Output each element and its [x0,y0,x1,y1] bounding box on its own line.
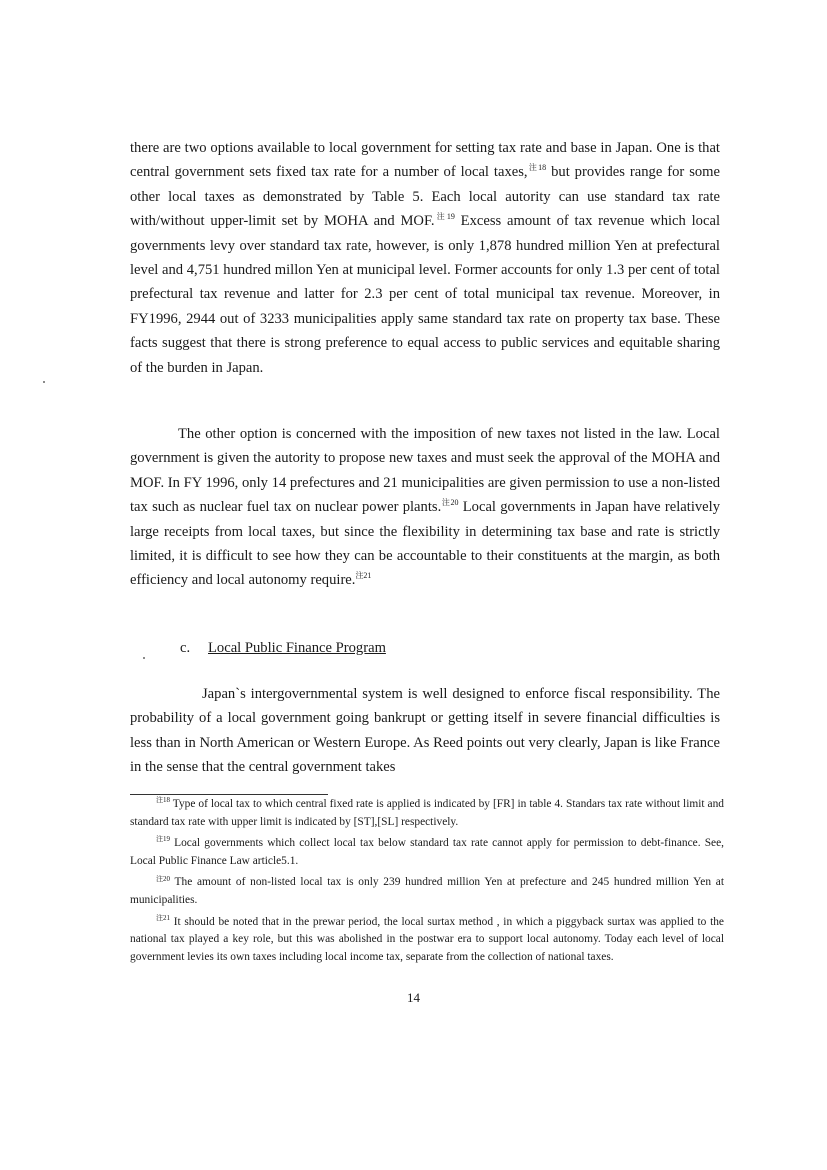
footnote-20: 注20 The amount of non-listed local tax is only 239 hundred million Yen at prefecture and 245 hundred million Yen at municipalities. [130,874,724,906]
footnote-ref-20: 注20 [441,498,459,508]
paragraph-1-text-c: Excess amount of tax revenue which local governments levy over standard tax rate, however, is only 1,878 hundred million Yen at prefectural level and 4,751 hundred millon Yen at municipal level. Former accounts for only 1.3 per cent of total prefectural tax revenue and latter for 2.3 per cent of total municipal tax revenue. Moreover, in FY1996, 2944 out of 3233 municipalities apply same standard tax rate on property tax base. These facts suggest that there is strong preference to equal access to public services and equitable sharing of the burden in Japan. [130,213,720,376]
page-number: 14 [407,990,420,1005]
footnote-text: The amount of non-listed local tax is only 239 hundred million Yen at prefecture and 245 hundred million Yen at municipalities. [130,876,724,906]
paragraph-2-text-a: The other option is concerned with the imposition of new taxes not listed in the law. Local government is given the autority to propose new taxes and must seek the approval of the MOHA and MOF. In FY 1996, only 14 prefectures and 21 municipalities are given permission to use a non-listed tax such as nuclear fuel tax on nuclear power plants. [130,426,720,516]
footnotes [130,796,724,970]
scan-speck [43,381,45,383]
section-title: Local Public Finance Program [208,640,386,656]
section-heading [180,638,386,658]
footnote-ref-21: 注21 [355,571,372,581]
footnote-text: It should be noted that in the prewar period, the local surtax method , in which a piggyback surtax was applied to the national tax played a key role, but this was abolished in the postwar era to support local autonomy. Today each level of local government levies its own taxes including local income tax, separate from the collection of national taxes. [130,915,724,963]
section-letter: c. [180,640,191,656]
footnote-19: 注19 Local governments which collect local tax below standard tax rate cannot apply for permission to debt-finance. See, Local Public Finance Law article5.1. [130,835,724,867]
footnote-18: 注18 Type of local tax to which central fixed rate is applied is indicated by [FR] in table 4. Standars tax rate without limit and standard tax rate with upper limit is indicated by [ST],[SL] respectively. [130,796,724,828]
paragraph-1-text-a: there are two options available to local government for setting tax rate and base in Japan. One is that central government sets fixed tax rate for a number of local taxes, [130,140,720,181]
footnote-divider [130,794,328,795]
footnote-ref-18: 注18 [527,163,547,173]
paragraph-1-text-b: but provides range for some other local taxes as demonstrated by Table 5. Each local autority can use standard tax rate with/without upper-limit set by MOHA and MOF. [130,164,720,230]
paragraph-2-text-b: Local governments in Japan have relatively large receipts from local taxes, but since the flexibility in determining tax base and rate is strictly limited, it is difficult to see how they can be accountable to their constituents at the margin, as both efficiency and local autonomy require. [130,499,720,589]
paragraph-3-text: Japan`s intergovernmental system is well designed to enforce fiscal responsibility. The probability of a local government going bankrupt or getting itself in severe financial difficulties is less than in North American or Western Europe. As Reed points out very clearly, Japan is like France in the sense that the central government takes [130,686,720,776]
paragraph-intergovernmental [130,682,720,780]
paragraph-tax-options [130,136,720,380]
footnote-21: 注21 It should be noted that in the prewar period, the local surtax method , in which a piggyback surtax was applied to the national tax played a key role, but this was abolished in the postwar era to support local autonomy. Today each level of local government levies its own taxes including local income tax, separate from the collection of national taxes. [130,913,724,963]
footnote-text: Type of local tax to which central fixed rate is applied is indicated by [FR] in table 4. Standars tax rate without limit and standard tax rate with upper limit is indicated by [ST],[SL] respectively. [130,798,724,828]
paragraph-new-taxes [130,422,720,593]
footnote-text: Local governments which collect local tax below standard tax rate cannot apply for permission to debt-finance. See, Local Public Finance Law article5.1. [130,837,724,867]
scan-speck [143,657,145,659]
footnote-ref-19: 注19 [434,212,455,222]
